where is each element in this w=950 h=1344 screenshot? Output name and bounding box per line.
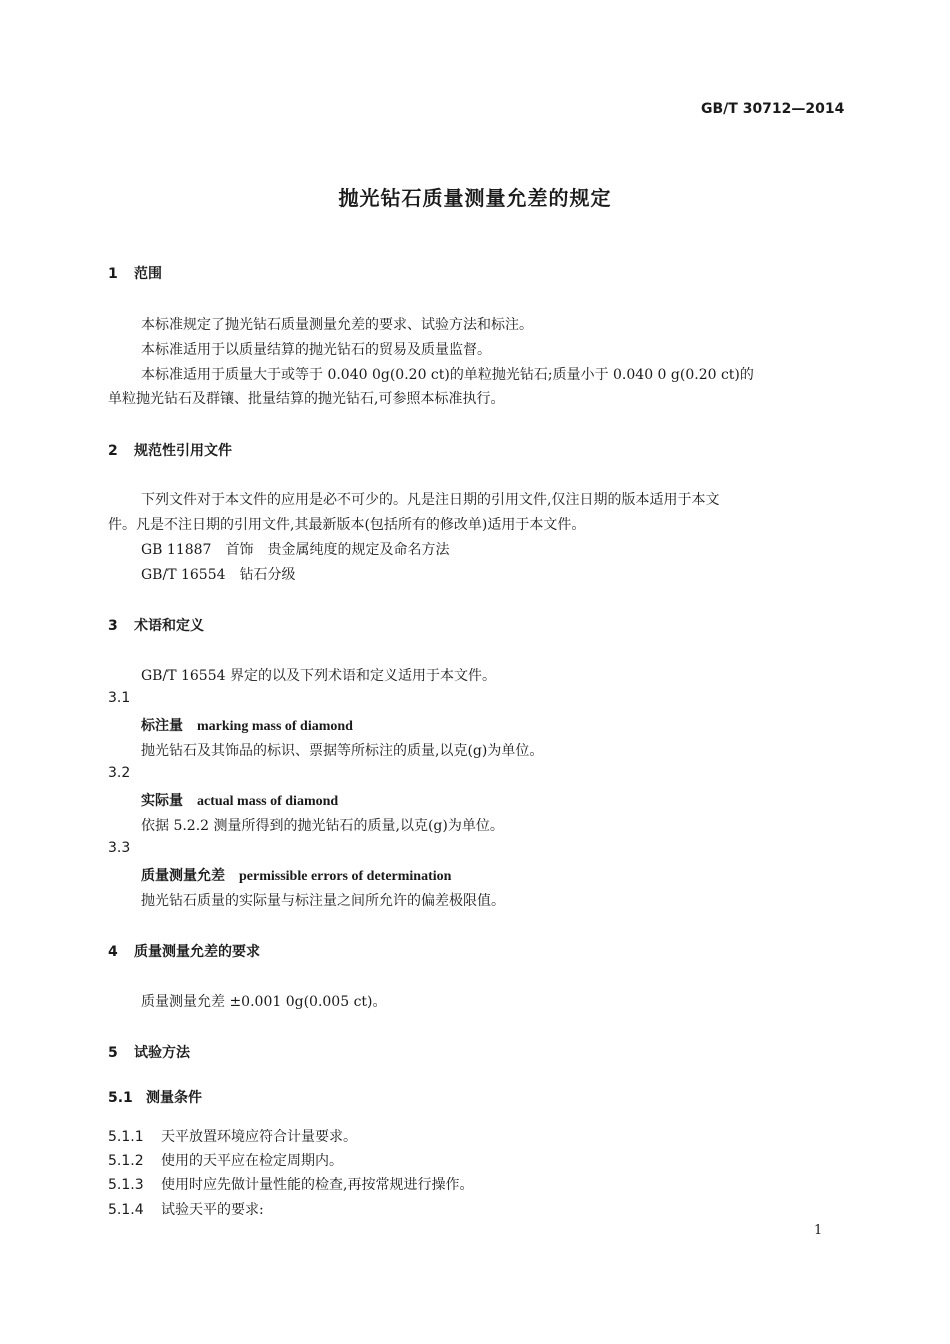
page-number: 1	[814, 1223, 823, 1238]
term-chinese: 实际量	[141, 793, 183, 809]
term-english: marking mass of diamond	[197, 719, 353, 734]
clause-number: 5.1.2	[108, 1153, 144, 1169]
normative-reference: GB 11887 首饰 贵金属纯度的规定及命名方法	[141, 542, 450, 558]
term-entry	[141, 790, 338, 810]
section-1-heading	[108, 263, 162, 283]
clause-text: 使用时应先做计量性能的检查,再按常规进行操作。	[161, 1177, 474, 1193]
clause-number: 5.1.1	[108, 1129, 144, 1145]
clause-text: 天平放置环境应符合计量要求。	[161, 1129, 357, 1145]
section-number: 5	[108, 1045, 118, 1061]
term-definition: 依据 5.2.2 测量所得到的抛光钻石的质量,以克(g)为单位。	[141, 818, 504, 834]
paragraph-continuation: 单粒抛光钻石及群镶、批量结算的抛光钻石,可参照本标准执行。	[108, 391, 505, 407]
section-3-heading	[108, 615, 204, 635]
clause-number: 5.1.3	[108, 1177, 144, 1193]
term-english: actual mass of diamond	[197, 794, 339, 809]
section-4-heading	[108, 941, 260, 961]
section-5-heading	[108, 1042, 190, 1062]
normative-reference: GB/T 16554 钻石分级	[141, 567, 296, 583]
subsection-title: 测量条件	[146, 1090, 202, 1106]
section-number: 2	[108, 443, 118, 459]
section-number: 1	[108, 266, 118, 282]
clause-number: 5.1.4	[108, 1202, 144, 1218]
paragraph: 本标准适用于质量大于或等于 0.040 0g(0.20 ct)的单粒抛光钻石;质量小于 0.040 0 g(0.20 ct)的	[141, 367, 754, 383]
term-entry	[141, 715, 353, 735]
clause	[108, 1174, 473, 1194]
section-title: 范围	[134, 266, 162, 282]
section-title: 术语和定义	[134, 618, 204, 634]
clause-text: 使用的天平应在检定周期内。	[161, 1153, 343, 1169]
clause	[108, 1126, 357, 1146]
paragraph: 本标准规定了抛光钻石质量测量允差的要求、试验方法和标注。	[141, 317, 533, 333]
paragraph: 下列文件对于本文件的应用是必不可少的。凡是注日期的引用文件,仅注日期的版本适用于本文	[141, 492, 720, 508]
section-number: 4	[108, 944, 118, 960]
section-number: 3	[108, 618, 118, 634]
term-number: 3.2	[108, 765, 131, 781]
section-title: 试验方法	[134, 1045, 190, 1061]
paragraph: 质量测量允差 ±0.001 0g(0.005 ct)。	[141, 994, 387, 1010]
term-chinese: 标注量	[141, 718, 183, 734]
section-title: 规范性引用文件	[134, 443, 232, 459]
subsection-number: 5.1	[108, 1090, 133, 1106]
standard-number: GB/T 30712—2014	[701, 101, 845, 117]
subsection-5-1-heading	[108, 1087, 202, 1107]
section-title: 质量测量允差的要求	[134, 944, 260, 960]
term-definition: 抛光钻石质量的实际量与标注量之间所允许的偏差极限值。	[141, 893, 505, 909]
paragraph: 本标准适用于以质量结算的抛光钻石的贸易及质量监督。	[141, 342, 491, 358]
term-number: 3.1	[108, 690, 131, 706]
term-definition: 抛光钻石及其饰品的标识、票据等所标注的质量,以克(g)为单位。	[141, 743, 544, 759]
term-chinese: 质量测量允差	[141, 868, 225, 884]
clause	[108, 1150, 343, 1170]
clause	[108, 1199, 264, 1219]
paragraph-continuation: 件。凡是不注日期的引用文件,其最新版本(包括所有的修改单)适用于本文件。	[108, 517, 586, 533]
term-entry	[141, 865, 451, 885]
paragraph: GB/T 16554 界定的以及下列术语和定义适用于本文件。	[141, 668, 496, 684]
term-english: permissible errors of determination	[239, 869, 452, 884]
document-title: 抛光钻石质量测量允差的规定	[338, 186, 612, 210]
clause-text: 试验天平的要求:	[161, 1202, 264, 1218]
term-number: 3.3	[108, 840, 131, 856]
section-2-heading	[108, 440, 232, 460]
